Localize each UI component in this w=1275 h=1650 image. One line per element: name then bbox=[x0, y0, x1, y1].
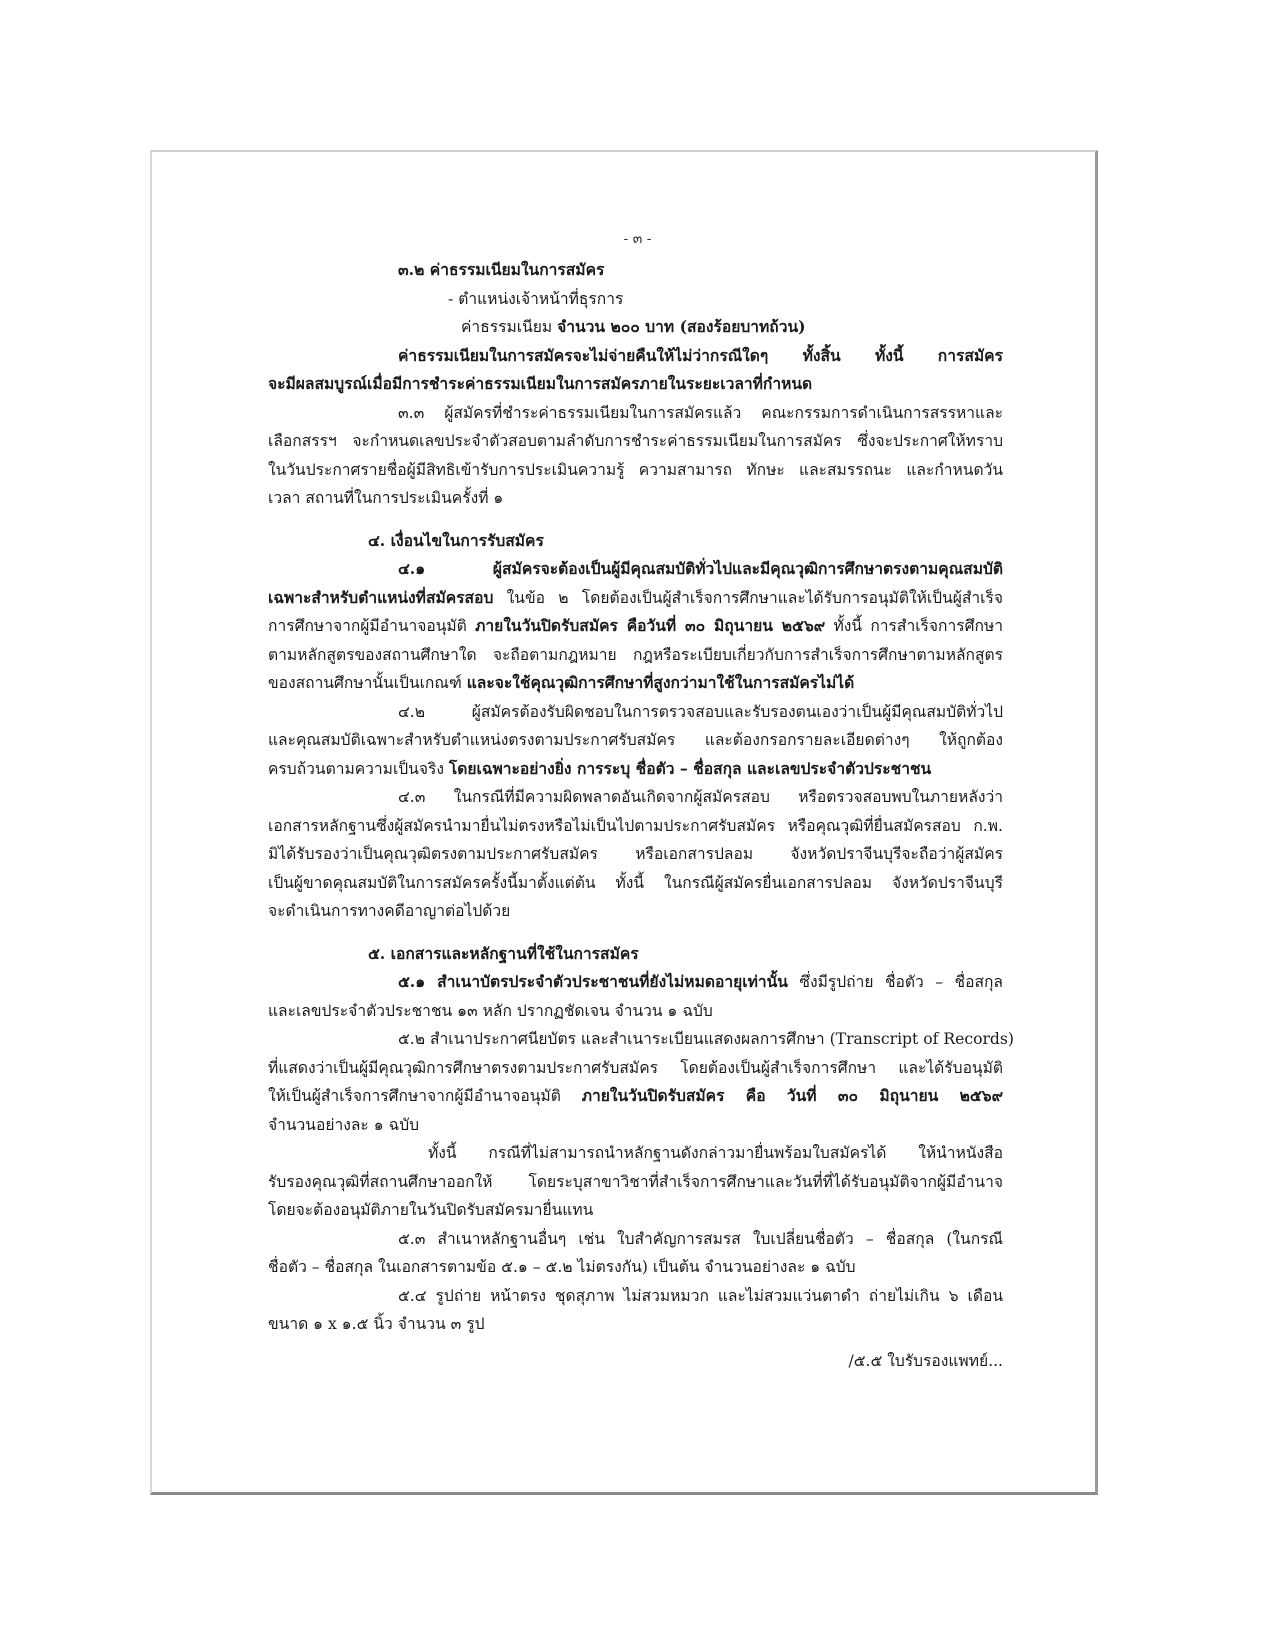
paragraph-line: เอกสารหลักฐานซึ่งผู้สมัครนำมายื่นไม่ตรงหรือไม่เป็นไปตามประกาศรับสมัคร หรือคุณวุฒิที่ยื่นสมัครสอบ ก.พ. bbox=[268, 816, 1003, 835]
paragraph-line: โดยจะต้องอนุมัติภายในวันปิดรับสมัครมายื่นแทน bbox=[268, 1201, 594, 1219]
paragraph-line: ๔.๑ ผู้สมัครจะต้องเป็นผู้มีคุณสมบัติทั่วไปและมีคุณวุฒิการศึกษาตรงตามคุณสมบัติ bbox=[398, 559, 1003, 578]
fee-line bbox=[268, 313, 1003, 342]
paragraph-line: เวลา สถานที่ในการประเมินครั้งที่ ๑ bbox=[268, 489, 504, 507]
text-phrase: ของสถานศึกษานั้นเป็นเกณฑ์ bbox=[268, 674, 467, 692]
paragraph-line: ๔.๒ ผู้สมัครต้องรับผิดชอบในการตรวจสอบและรับรองตนเองว่าเป็นผู้มีคุณสมบัติทั่วไป bbox=[398, 702, 1003, 721]
document-body bbox=[268, 256, 1014, 1375]
paragraph-line: ในวันประกาศรายชื่อผู้มีสิทธิเข้ารับการประเมินความรู้ ความสามารถ ทักษะ และสมรรถนะ และกำหนดวัน bbox=[268, 460, 1003, 479]
text-phrase: ให้เป็นผู้สำเร็จการศึกษาจากผู้มีอำนาจอนุมัติ bbox=[268, 1087, 582, 1105]
bold-phrase: ๕.๑ สำเนาบัตรประจำตัวประชาชนที่ยังไม่หมดอายุเท่านั้น bbox=[398, 972, 788, 991]
section-heading-4: ๔. เงื่อนไขในการรับสมัคร bbox=[368, 530, 544, 550]
paragraph-line: และเลขประจำตัวประชาชน ๑๓ หลัก ปรากฏชัดเจน จำนวน ๑ ฉบับ bbox=[268, 1001, 713, 1020]
paragraph-line: ที่แสดงว่าเป็นผู้มีคุณวุฒิการศึกษาตรงตามประกาศรับสมัคร โดยต้องเป็นผู้สำเร็จการศึกษา และได้รับอนุมัติ bbox=[268, 1058, 1003, 1077]
paragraph-line bbox=[268, 669, 1003, 698]
page-number: - ๓ - bbox=[623, 231, 652, 247]
paragraph-line: เป็นผู้ขาดคุณสมบัติในการสมัครครั้งนี้มาตั้งแต่ต้น ทั้งนี้ ในกรณีผู้สมัครยื่นเอกสารปลอม จังหวัดปราจีนบุรี bbox=[268, 873, 1003, 892]
paragraph-line: ค่าธรรมเนียมในการสมัครจะไม่จ่ายคืนให้ไม่ว่ากรณีใดๆ ทั้งสิ้น ทั้งนี้ การสมัคร bbox=[398, 345, 1003, 365]
paragraph-line: ขนาด ๑ x ๑.๕ นิ้ว จำนวน ๓ รูป bbox=[268, 1315, 485, 1333]
paragraph-line: จะดำเนินการทางคดีอาญาต่อไปด้วย bbox=[268, 902, 511, 920]
bold-phrase: และจะใช้คุณวุฒิการศึกษาที่สูงกว่ามาใช้ในการสมัครไม่ได้ bbox=[466, 673, 855, 692]
bold-phrase: ภายในวันปิดรับสมัคร คือวันที่ ๓๐ มิถุนายน ๒๕๖๙ bbox=[475, 616, 826, 635]
text-phrase: ครบถ้วนตามความเป็นจริง bbox=[268, 759, 449, 778]
paragraph-line: ชื่อตัว – ชื่อสกุล ในเอกสารตามข้อ ๕.๑ – ๕.๒ ไม่ตรงกัน) เป็นต้น จำนวนอย่างละ ๑ ฉบับ bbox=[268, 1258, 856, 1276]
paragraph-line bbox=[268, 755, 1003, 784]
paragraph-line: ๕.๔ รูปถ่าย หน้าตรง ชุดสุภาพ ไม่สวมหมวก และไม่สวมแว่นตาดำ ถ่ายไม่เกิน ๖ เดือน bbox=[398, 1286, 1003, 1305]
paragraph-line bbox=[268, 584, 1003, 613]
text-phrase: ซึ่งมีรูปถ่าย ชื่อตัว – ชื่อสกุล bbox=[787, 973, 1003, 991]
paragraph-line: และคุณสมบัติเฉพาะสำหรับตำแหน่งตรงตามประกาศรับสมัคร และต้องกรอกรายละเอียดต่างๆ ให้ถูกต้อง bbox=[268, 731, 1003, 749]
continuation-note: /๕.๕ ใบรับรองแพทย์... bbox=[848, 1351, 1003, 1370]
paragraph-line: ตามหลักสูตรของสถานศึกษาใด จะถือตามกฎหมาย กฎหรือระเบียบเกี่ยวกับการสำเร็จการศึกษาตามหลักสูตร bbox=[268, 645, 1003, 664]
paragraph-line: เลือกสรรฯ จะกำหนดเลขประจำตัวสอบตามลำดับการชำระค่าธรรมเนียมในการสมัคร ซึ่งจะประกาศให้ทราบ bbox=[268, 432, 1003, 450]
bold-phrase: เฉพาะสำหรับตำแหน่งที่สมัครสอบ bbox=[268, 587, 494, 607]
text-phrase: การศึกษาจากผู้มีอำนาจอนุมัติ bbox=[268, 617, 476, 635]
fee-label: ค่าธรรมเนียม bbox=[461, 318, 558, 336]
paragraph-line bbox=[268, 1082, 1003, 1111]
paragraph-line bbox=[268, 612, 1003, 641]
paragraph-line: จะมีผลสมบูรณ์เมื่อมีการชำระค่าธรรมเนียมในการสมัครภายในระยะเวลาที่กำหนด bbox=[268, 374, 813, 393]
paragraph-line: รับรองคุณวุฒิที่สถานศึกษาออกให้ โดยระบุสาขาวิชาที่สำเร็จการศึกษาและวันที่ที่ได้รับอนุมัติจากผู้มีอำนาจ bbox=[268, 1172, 1003, 1191]
text-phrase: ทั้งนี้ การสำเร็จการศึกษา bbox=[825, 617, 1003, 635]
text-phrase: ในข้อ ๒ โดยต้องเป็นผู้สำเร็จการศึกษาและได้รับการอนุมัติให้เป็นผู้สำเร็จ bbox=[493, 588, 1003, 607]
paragraph-line: ๓.๓ ผู้สมัครที่ชำระค่าธรรมเนียมในการสมัครแล้ว คณะกรรมการดำเนินการสรรหาและ bbox=[398, 403, 1003, 422]
paragraph-line: ทั้งนี้ กรณีที่ไม่สามารถนำหลักฐานดังกล่าวมายื่นพร้อมใบสมัครได้ ให้นำหนังสือ bbox=[428, 1144, 1003, 1162]
bold-phrase: โดยเฉพาะอย่างยิ่ง การระบุ ชื่อตัว – ชื่อสกุล และเลขประจำตัวประชาชน bbox=[448, 758, 932, 778]
paragraph-line: ๕.๒ สำเนาประกาศนียบัตร และสำเนาระเบียนแสดงผลการศึกษา (Transcript of Records) bbox=[398, 1030, 1014, 1048]
paragraph-line: ๕.๓ สำเนาหลักฐานอื่นๆ เช่น ใบสำคัญการสมรส ใบเปลี่ยนชื่อตัว – ชื่อสกุล (ในกรณี bbox=[398, 1229, 1003, 1248]
section-heading-3-2: ๓.๒ ค่าธรรมเนียมในการสมัคร bbox=[398, 260, 605, 279]
fee-amount: จำนวน ๒๐๐ บาท (สองร้อยบาทถ้วน) bbox=[557, 317, 806, 336]
bold-phrase: ภายในวันปิดรับสมัคร คือ วันที่ ๓๐ มิถุนายน ๒๕๖๙ bbox=[581, 1086, 1004, 1105]
paragraph-line: ๔.๓ ในกรณีที่มีความผิดพลาดอันเกิดจากผู้สมัครสอบ หรือตรวจสอบพบในภายหลังว่า bbox=[398, 788, 1003, 806]
position-line: - ตำแหน่งเจ้าหน้าที่ธุรการ bbox=[448, 289, 624, 308]
paragraph-line: จำนวนอย่างละ ๑ ฉบับ bbox=[268, 1115, 420, 1134]
paragraph-line bbox=[268, 968, 1003, 997]
paragraph-line: มิได้รับรองว่าเป็นคุณวุฒิตรงตามประกาศรับสมัคร หรือเอกสารปลอม จังหวัดปราจีนบุรีจะถือว่าผู้สมัคร bbox=[268, 845, 1003, 863]
section-heading-5: ๕. เอกสารและหลักฐานที่ใช้ในการสมัคร bbox=[368, 943, 639, 963]
